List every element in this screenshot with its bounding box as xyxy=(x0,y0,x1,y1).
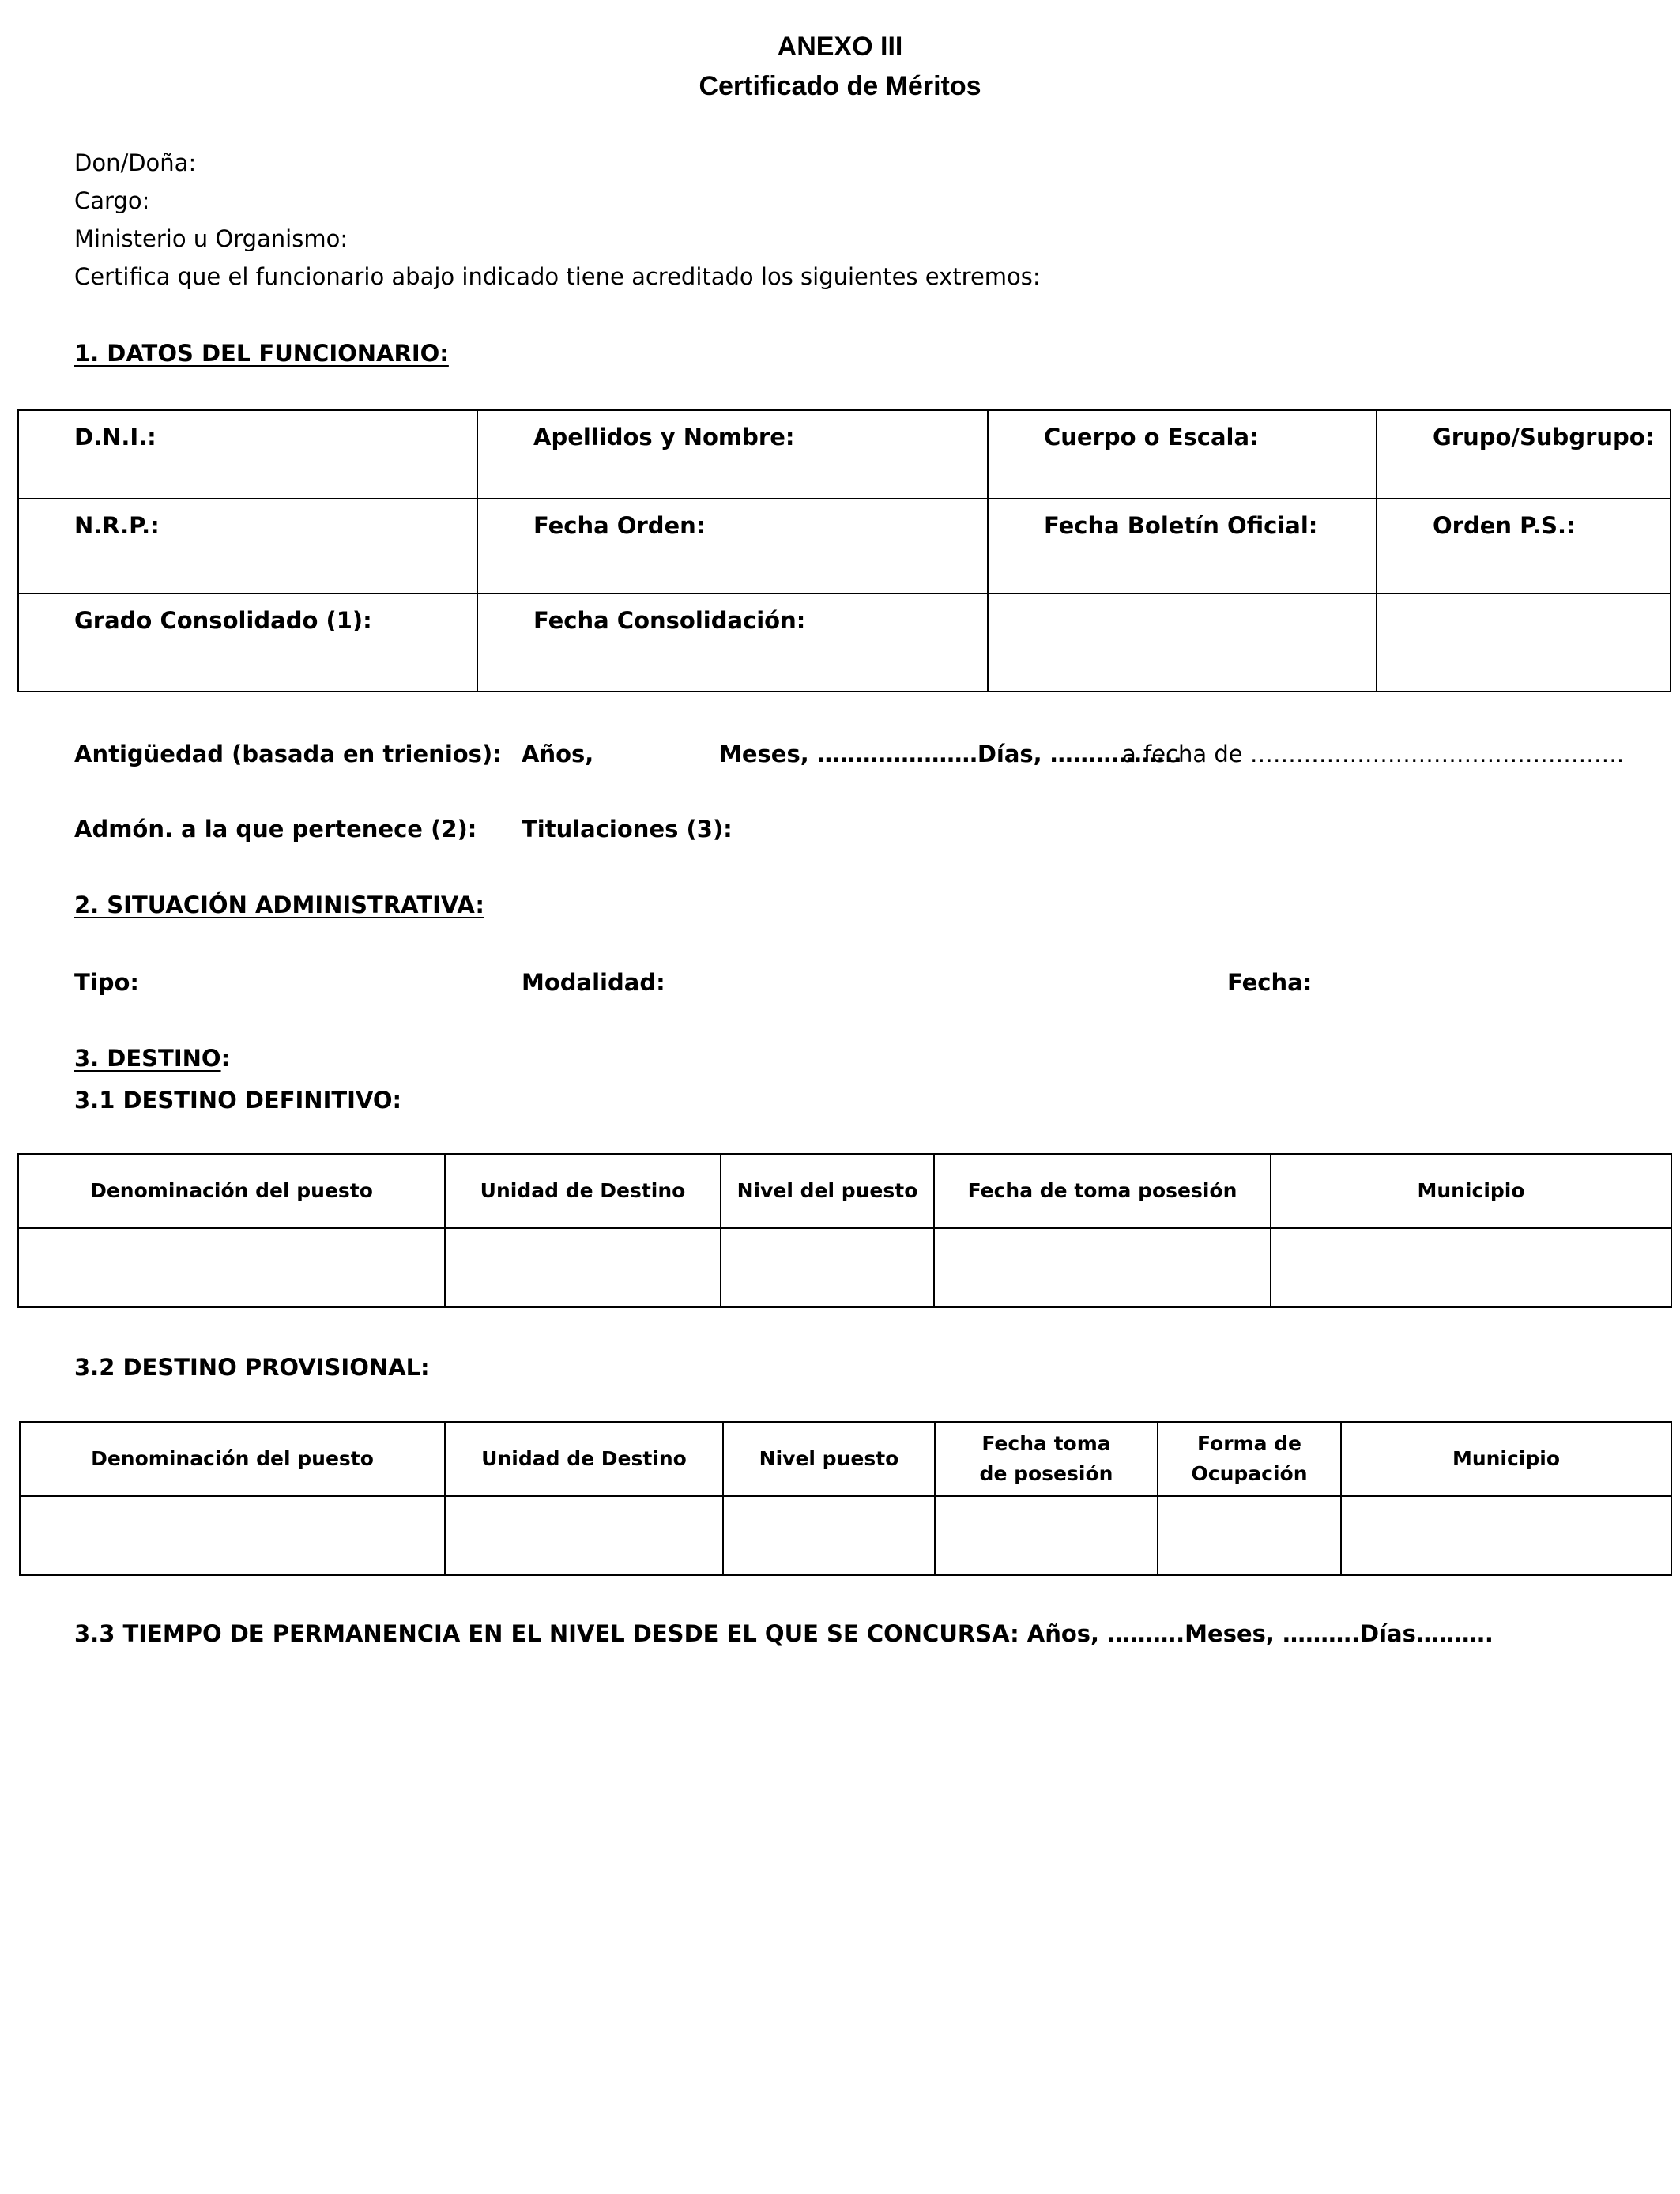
grupo-subgrupo-field[interactable]: Grupo/Subgrupo: xyxy=(1377,410,1671,499)
col-fecha-toma-posesion: Fecha de toma posesión xyxy=(934,1154,1271,1228)
destino-definitivo-table xyxy=(17,1153,1672,1308)
col-denominacion xyxy=(20,1422,445,1496)
don-dona-label: Don/Doña: xyxy=(74,149,197,176)
certifica-statement: Certifica que el funcionario abajo indicado tiene acreditado los siguientes extremos: xyxy=(74,263,1041,290)
empty-cell[interactable] xyxy=(1377,594,1671,692)
denominacion-cell[interactable] xyxy=(20,1496,445,1575)
apellidos-nombre-field[interactable]: Apellidos y Nombre: xyxy=(477,410,988,499)
grado-consolidado-field[interactable]: Grado Consolidado (1): xyxy=(18,594,477,692)
nivel-puesto-cell[interactable] xyxy=(721,1228,934,1307)
section1-heading: 1. DATOS DEL FUNCIONARIO: xyxy=(74,340,449,367)
col-label-line2: de posesión xyxy=(979,1462,1113,1485)
annex-title: ANEXO III xyxy=(777,32,903,62)
fecha-label: Fecha: xyxy=(1227,969,1313,996)
table-row xyxy=(18,499,1671,594)
col-label: Unidad de Destino xyxy=(481,1447,687,1470)
destino-provisional-table xyxy=(19,1421,1672,1576)
nivel-puesto-cell[interactable] xyxy=(723,1496,935,1575)
col-fecha-toma-posesion xyxy=(935,1422,1158,1496)
table-row xyxy=(20,1496,1671,1575)
antiguedad-label: Antigüedad (basada en trienios): xyxy=(74,741,502,767)
col-municipio: Municipio xyxy=(1271,1154,1671,1228)
a-fecha-label: a fecha de …………………………………………. xyxy=(1122,741,1625,767)
fecha-toma-posesion-cell[interactable] xyxy=(935,1496,1158,1575)
ministerio-label: Ministerio u Organismo: xyxy=(74,225,348,252)
tiempo-permanencia-line: 3.3 TIEMPO DE PERMANENCIA EN EL NIVEL DESDE EL QUE SE CONCURSA: Años, ……….Meses, ……….Días………. xyxy=(74,1620,1494,1647)
col-label: Denominación del puesto xyxy=(91,1447,374,1470)
nrp-field[interactable]: N.R.P.: xyxy=(18,499,477,594)
col-denominacion: Denominación del puesto xyxy=(18,1154,445,1228)
fecha-orden-field[interactable]: Fecha Orden: xyxy=(477,499,988,594)
cuerpo-escala-field[interactable]: Cuerpo o Escala: xyxy=(988,410,1377,499)
table-row xyxy=(18,410,1671,499)
fecha-boletin-field[interactable]: Fecha Boletín Oficial: xyxy=(988,499,1377,594)
orden-ps-field[interactable]: Orden P.S.: xyxy=(1377,499,1671,594)
table-header-row xyxy=(18,1154,1671,1228)
fecha-toma-posesion-cell[interactable] xyxy=(934,1228,1271,1307)
unidad-destino-cell[interactable] xyxy=(445,1496,723,1575)
table-row xyxy=(18,1228,1671,1307)
table-header-row xyxy=(20,1422,1671,1496)
table-row xyxy=(18,594,1671,692)
municipio-cell[interactable] xyxy=(1271,1228,1671,1307)
section3-heading xyxy=(74,1045,230,1072)
col-forma-ocupacion xyxy=(1158,1422,1341,1496)
section2-heading: 2. SITUACIÓN ADMINISTRATIVA: xyxy=(74,892,484,918)
admon-label: Admón. a la que pertenece (2): xyxy=(74,816,477,843)
cargo-label: Cargo: xyxy=(74,187,150,214)
col-label: Nivel puesto xyxy=(759,1447,899,1470)
col-label-line1: Forma de xyxy=(1196,1432,1302,1455)
col-nivel-puesto: Nivel del puesto xyxy=(721,1154,934,1228)
anos-label: Años, xyxy=(522,741,594,767)
section3-heading-colon: : xyxy=(220,1045,231,1072)
meses-dias-label: Meses, …………………Días, …………….. xyxy=(719,741,1182,767)
tipo-label: Tipo: xyxy=(74,969,140,996)
titulaciones-label: Titulaciones (3): xyxy=(522,816,733,843)
datos-funcionario-table xyxy=(17,409,1671,692)
document-title: Certificado de Méritos xyxy=(699,71,981,101)
col-label: Municipio xyxy=(1452,1447,1561,1470)
col-unidad-destino xyxy=(445,1422,723,1496)
col-unidad-destino: Unidad de Destino xyxy=(445,1154,721,1228)
col-municipio xyxy=(1341,1422,1671,1496)
fecha-consolidacion-field[interactable]: Fecha Consolidación: xyxy=(477,594,988,692)
empty-cell[interactable] xyxy=(988,594,1377,692)
dni-field[interactable]: D.N.I.: xyxy=(18,410,477,499)
denominacion-cell[interactable] xyxy=(18,1228,445,1307)
municipio-cell[interactable] xyxy=(1341,1496,1671,1575)
destino-definitivo-heading: 3.1 DESTINO DEFINITIVO: xyxy=(74,1087,402,1114)
section3-heading-text: 3. DESTINO xyxy=(74,1045,221,1072)
modalidad-label: Modalidad: xyxy=(522,969,665,996)
destino-provisional-heading: 3.2 DESTINO PROVISIONAL: xyxy=(74,1354,430,1381)
col-nivel-puesto xyxy=(723,1422,935,1496)
col-label-line1: Fecha toma xyxy=(981,1432,1111,1455)
col-label-line2: Ocupación xyxy=(1191,1462,1308,1485)
unidad-destino-cell[interactable] xyxy=(445,1228,721,1307)
forma-ocupacion-cell[interactable] xyxy=(1158,1496,1341,1575)
